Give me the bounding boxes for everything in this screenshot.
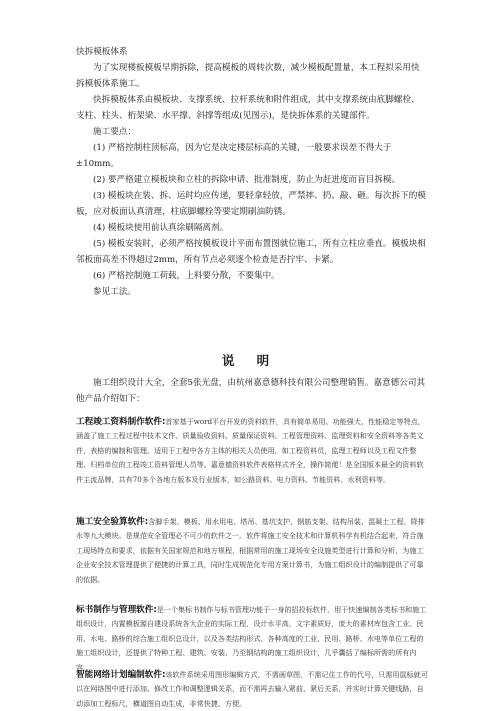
section-heading: 说 明 [221, 353, 279, 368]
product-description: 是一个集标书制作与标书管理功能于一身的招投标软件，用于快速编制各类标书和施工组织设计，内置模板源自建设系统各大企业的实际工程，设计水平高，文字素质好，庞大的素材库包含工业、民用、水电、路桥的综合施工组织总设计，以及各类结构形式、各种高度的工业、民用、路桥、水电等单位工程的施工组织设计，还提供了特种工程、建筑、安装、乃至钢结构的施工组织设计，几乎囊括了编标所需的所有内容。 [76, 605, 427, 672]
paragraph: 施工要点： [93, 127, 136, 137]
product-entry [76, 603, 428, 675]
construction-point: (5) 模板安装时，必须严格按模板设计平面布置图就位施工，所有立柱应垂直。模板块相邻板面高差不得超过2mm，所有节点必须逐个检查是否拧牢、卡紧。 [76, 239, 426, 265]
product-description: 该软件系统采用图形编辑方式，不需画草图，不需记住工作的代号，只需用鼠标就可以在网络图中进行添加、修改工作和调整逻辑关系，而不需再去输入紧前、紧后关系，并实时计算关键线路，自动添加工程标尺，横道图自动生成，非常快捷、方便。 [76, 670, 428, 708]
product-name: 工程竣工资料制作软件: [76, 417, 166, 427]
product-entry [76, 668, 428, 711]
product-entry [76, 515, 428, 587]
product-name: 标书制作与管理软件: [76, 605, 157, 615]
construction-point: (1) 严格控制柱顶标高，因为它是决定楼层标高的关键，一般要求误差不得大于±10mm。 [76, 143, 392, 169]
product-description: 含脚手架、模板、用水用电、塔吊、基坑支护、钢筋支架、结构吊装、混凝土工程、降排水等九大模块。是规范安全管理必不可少的软件之一。软件将施工安全技术和计算机科学有机结合起来，符合施工现场特点和要求，依据有关国家规范和地方规程，根据常用的施工现场安全设施类型进行计算和分析，为施工企业安全技术管理提供了便捷的计算工具，同时生成规范化专用方案计算书，为施工组织设计的编制提供了可靠的依据。 [76, 517, 425, 584]
product-entry [76, 415, 428, 487]
construction-point: (4) 模板块使用前认真涂刷隔离剂。 [93, 223, 229, 233]
product-name: 施工安全验算软件: [76, 517, 149, 527]
product-name: 智能网络计划编制软件: [76, 670, 166, 680]
intro-paragraph: 施工组织设计大全，全套5张光盘，由杭州嘉意德科技有限公司整理销售。嘉意德公司其他产品介绍如下： [76, 378, 426, 404]
section-title: 快拆模板体系 [76, 47, 128, 57]
paragraph: 快拆模板体系由模板块、支撑系统、拉杆系统和附件组成，其中支撑系统由底脚螺栓、支柱、柱头、桁架梁、水平撑、斜撑等组成(见图示)，是快拆体系的关键部件。 [76, 95, 420, 121]
construction-point: (3) 模板块在装、拆、运时均应传递，要轻拿轻放，严禁摔、扔、敲、砸。每次拆下的模板，应对板面认真清理，柱底脚螺栓等要定期刷油防锈。 [76, 191, 426, 217]
upper-section [76, 44, 428, 300]
product-description: 首家基于word平台开发的资料软件，具有简单易用、功能强大、性能稳定等特点，涵盖了施工工程过程中技术文件、质量验收资料、质量保证资料、工程管理资料、监理资料和安全资料等各类文件，表格的编制和管理。适用于工程中各方主体的相关人员使用，如工程资料员，监理工程师以及工程文件整理、归档单位的工程竣工资料管理人员等。嘉意德资料软件表格样式齐全，操作简便！是全国版本最全的资料软件主流品牌，共有70多个各地方版本及行业版本，如公路资料、电力资料、节能资料、水利资料等。 [76, 417, 425, 484]
construction-point: (2) 要严格建立模板块和立柱的拆除申请、批准制度，防止为赶进度而盲目拆模。 [93, 175, 401, 185]
construction-point: (6) 严格控制施工荷载，上料要分散，不要集中。 [93, 271, 280, 281]
reference-note: 参见工法。 [93, 287, 136, 297]
paragraph: 为了实现楼板模板早期拆除，提高模板的周转次数，减少模板配置量，本工程拟采用快拆模板体系施工。 [76, 63, 420, 89]
